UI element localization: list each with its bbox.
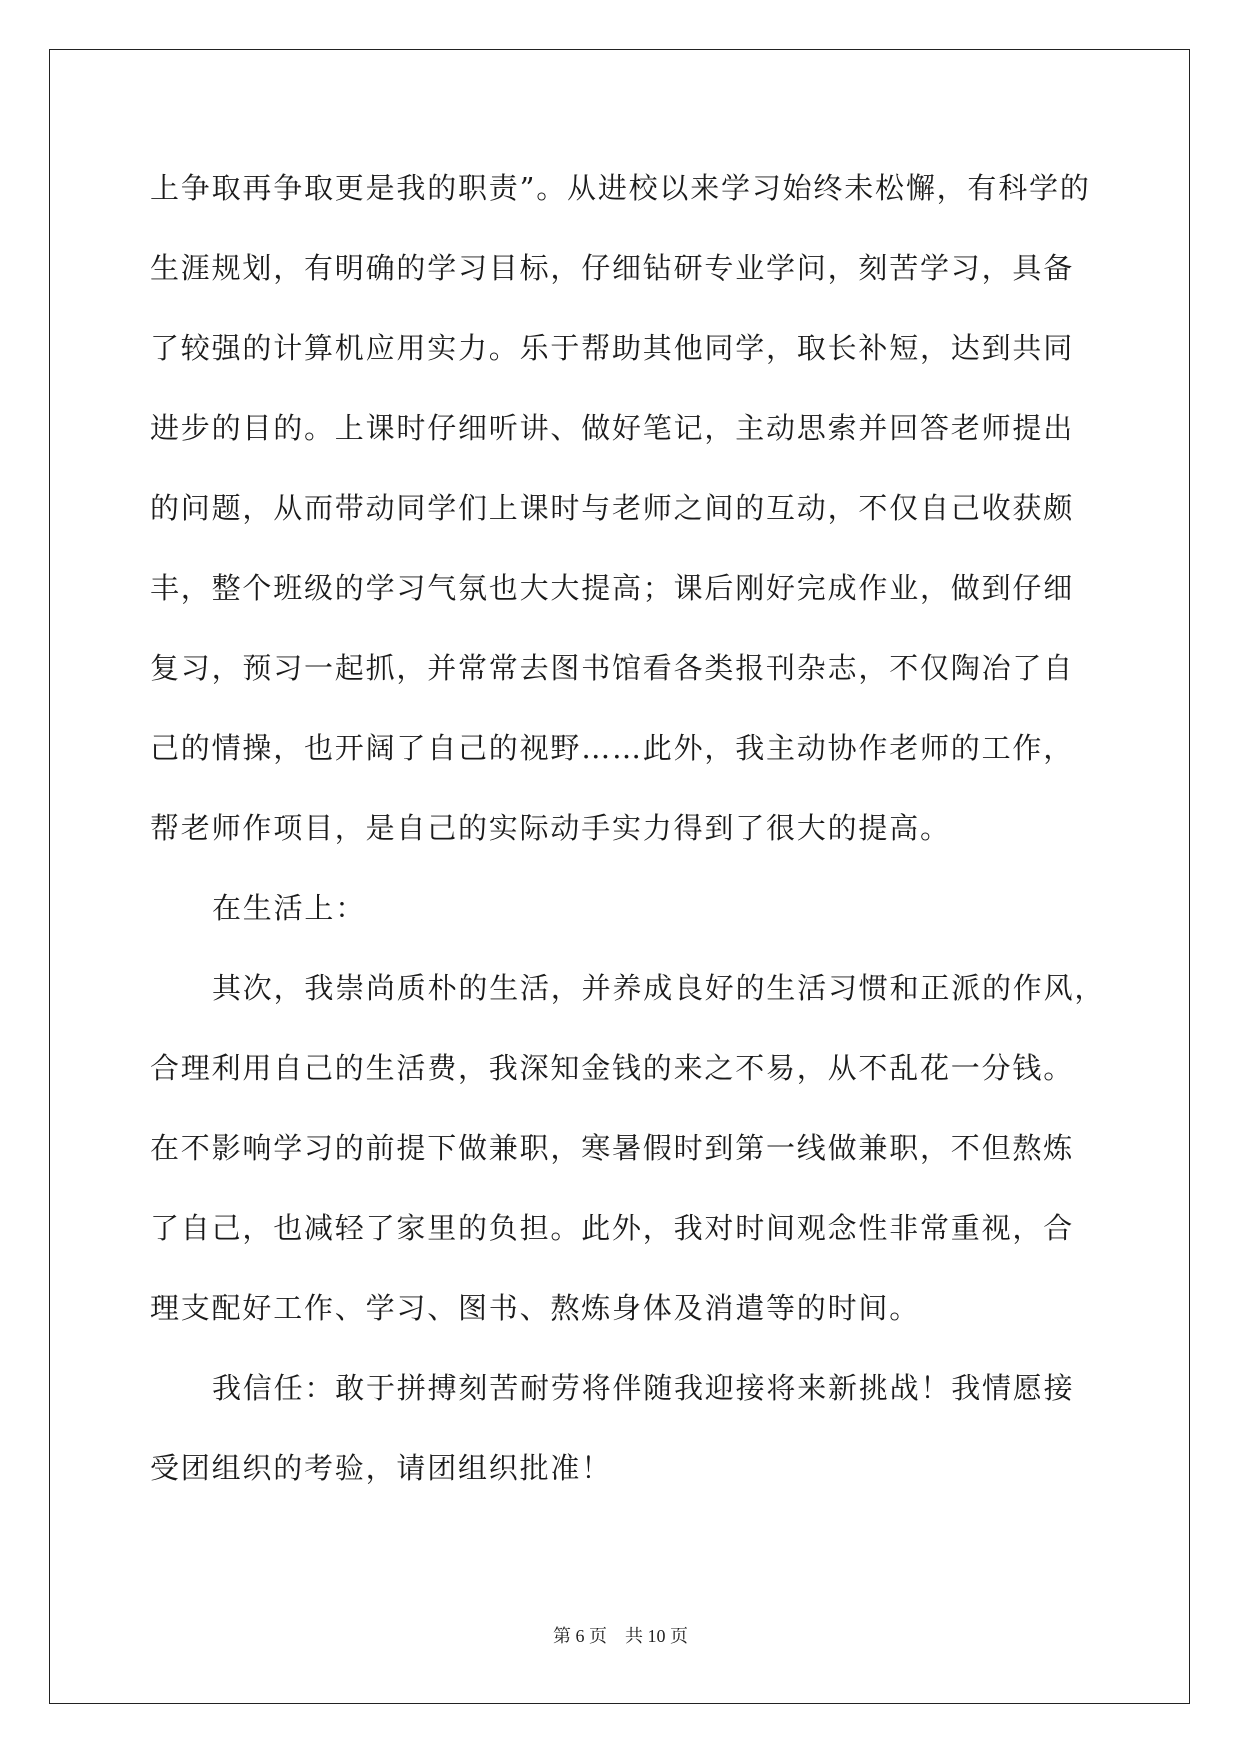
text-line: 理支配好工作、学习、图书、熬炼身体及消遣等的时间。 xyxy=(150,1291,921,1325)
text-line: 我信任：敢于拼搏刻苦耐劳将伴随我迎接将来新挑战！我情愿接 xyxy=(212,1371,1075,1405)
page-number: 第 6 页 xyxy=(553,1626,607,1646)
text-line: 合理利用自己的生活费，我深知金钱的来之不易，从不乱花一分钱。 xyxy=(150,1051,1075,1085)
text-line: 帮老师作项目，是自己的实际动手实力得到了很大的提高。 xyxy=(150,811,951,845)
text-line: 己的情操，也开阔了自己的视野……此外，我主动协作老师的工作， xyxy=(150,731,1075,765)
page-footer xyxy=(0,1622,1241,1648)
text-line: 其次，我崇尚质朴的生活，并养成良好的生活习惯和正派的作风， xyxy=(212,971,1106,1005)
text-line: 了自己，也减轻了家里的负担。此外，我对时间观念性非常重视，合 xyxy=(150,1211,1075,1245)
text-line: 上争取再争取更是我的职责”。从进校以来学习始终未松懈，有科学的 xyxy=(150,171,1091,205)
text-line: 受团组织的考验，请团组织批准！ xyxy=(150,1451,613,1485)
text-line: 生涯规划，有明确的学习目标，仔细钻研专业学问，刻苦学习，具备 xyxy=(150,251,1075,285)
text-line: 复习，预习一起抓，并常常去图书馆看各类报刊杂志，不仅陶冶了自 xyxy=(150,651,1075,685)
text-line: 了较强的计算机应用实力。乐于帮助其他同学，取长补短，达到共同 xyxy=(150,331,1075,365)
text-line: 进步的目的。上课时仔细听讲、做好笔记，主动思索并回答老师提出 xyxy=(150,411,1075,445)
text-line: 在不影响学习的前提下做兼职，寒暑假时到第一线做兼职，不但熬炼 xyxy=(150,1131,1075,1165)
document-body xyxy=(150,148,1106,1508)
text-line: 的问题，从而带动同学们上课时与老师之间的互动，不仅自己收获颇 xyxy=(150,491,1075,525)
section-heading: 在生活上： xyxy=(212,891,367,925)
text-line: 丰，整个班级的学习气氛也大大提高；课后刚好完成作业，做到仔细 xyxy=(150,571,1075,605)
page-total: 共 10 页 xyxy=(625,1626,688,1646)
